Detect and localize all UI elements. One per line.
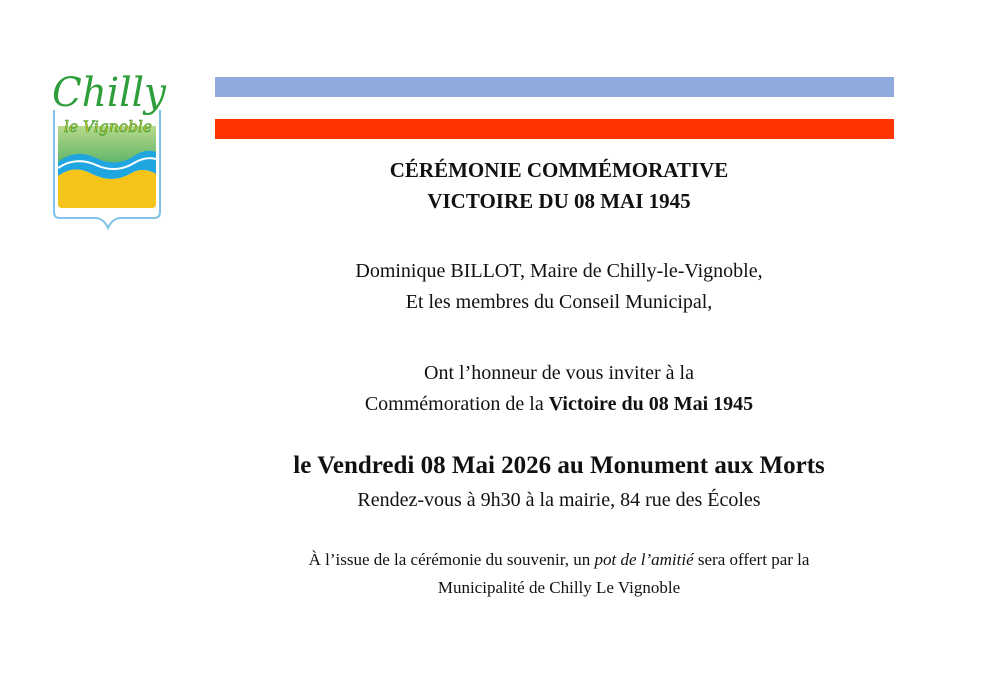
title-line-2: VICTOIRE DU 08 MAI 1945: [427, 189, 691, 213]
invite-line-2: [159, 389, 959, 420]
invitation-block: [159, 358, 959, 420]
event-rdv-line: Rendez-vous à 9h30 à la mairie, 84 rue des Écoles: [357, 489, 761, 511]
closing-line-1: [159, 546, 959, 574]
closing-block: [159, 546, 959, 602]
flag-band-red: [215, 119, 894, 139]
event-date-line: le Vendredi 08 Mai 2026 au Monument aux Morts: [293, 452, 825, 479]
closing-suffix: sera offert par la: [693, 550, 810, 569]
host-line-1: Dominique BILLOT, Maire de Chilly-le-Vignoble,: [355, 260, 763, 282]
invite-line-1: Ont l’honneur de vous inviter à la: [424, 362, 694, 384]
host-line-2: Et les membres du Conseil Municipal,: [405, 291, 713, 313]
closing-prefix: À l’issue de la cérémonie du souvenir, un: [308, 550, 595, 569]
flag-band-white: [215, 97, 894, 119]
ceremony-title: [159, 155, 959, 217]
invite-victory-text: Victoire du 08 Mai 1945: [548, 393, 754, 415]
invite-line-2-prefix: Commémoration de la: [364, 393, 549, 415]
chilly-le-vignoble-logo: [46, 62, 172, 232]
host-block: [159, 256, 959, 318]
logo-subtitle-text: le Vignoble: [64, 117, 152, 136]
closing-italic: pot de l’amitié: [594, 550, 694, 569]
flag-band-blue: [215, 77, 894, 97]
closing-line-2: Municipalité de Chilly Le Vignoble: [437, 578, 681, 597]
title-line-1: CÉRÉMONIE COMMÉMORATIVE: [389, 158, 729, 182]
logo-name-text: Chilly: [52, 70, 168, 116]
